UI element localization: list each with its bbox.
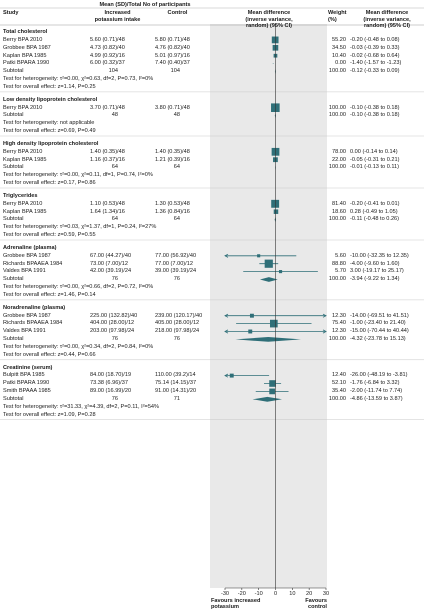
- study-ci: -1.00 (-23.40 to 21.40): [350, 320, 406, 327]
- study-weight: 88.80: [332, 260, 346, 267]
- weight-square: [274, 209, 279, 214]
- heterogeneity-test: Test for heterogeneity: τ²=31.33, χ²=4.39, df=2, P=0.11, I²=54%: [3, 404, 160, 410]
- heterogeneity-test: Test for heterogeneity: τ²=0.00, χ²=0.11, df=1, P=0.74, I²=0%: [3, 172, 153, 179]
- subtotal-increased-n: 64: [111, 216, 118, 223]
- subtotal-label: Subtotal: [3, 164, 24, 171]
- subtotal-ci: -4.32 (-23.78 to 15.13): [350, 336, 406, 343]
- study-weight: 100.00: [328, 104, 346, 111]
- study-increased-value: 225.00 (132.82)/40: [90, 312, 138, 319]
- subtotal-control-n: 104: [170, 68, 180, 75]
- subtotal-weight: 100.00: [328, 216, 346, 223]
- study-control-value: 239.00 (120.17)/40: [155, 312, 203, 319]
- study-ci: -0.10 (-0.38 to 0.18): [350, 104, 400, 111]
- study-increased-value: 1.40 (0.35)/48: [90, 148, 125, 155]
- study-ci: -0.05 (-0.31 to 0.21): [350, 156, 400, 163]
- study-ci: -1.76 (-6.84 to 3.32): [350, 380, 400, 387]
- subtotal-label: Subtotal: [3, 68, 24, 75]
- group-title: Low density lipoprotein cholesterol: [3, 96, 98, 103]
- weight-square: [257, 254, 260, 257]
- study-weight: 12.40: [332, 372, 346, 379]
- subtotal-increased-n: 104: [108, 68, 118, 75]
- study-control-value: 39.00 (39.19)/24: [155, 268, 197, 275]
- weight-square: [269, 389, 275, 395]
- group-title: Creatinine (serum): [3, 364, 53, 371]
- header-increased: Increased potassium intake: [94, 10, 141, 23]
- study-increased-value: 1.64 (1.34)/16: [90, 208, 125, 215]
- study-ci: -15.00 (-70.44 to 40.44): [350, 328, 409, 335]
- subtotal-label: Subtotal: [3, 396, 24, 403]
- heterogeneity-test: Test for heterogeneity: τ²=0.00, χ²=0.63, df=2, P=0.73, I²=0%: [3, 76, 154, 83]
- study-control-value: 110.00 (39.2)/14: [155, 372, 196, 379]
- study-name: Berry BPA 2010: [3, 36, 43, 43]
- heterogeneity-test: Test for heterogeneity: not applicable: [3, 120, 95, 127]
- study-name: Kaplan BPA 1985: [3, 52, 47, 59]
- study-ci: -0.03 (-0.39 to 0.33): [350, 44, 400, 51]
- study-control-value: 1.40 (0.35)/48: [155, 148, 190, 155]
- subtotal-control-n: 76: [173, 276, 180, 283]
- study-weight: 0.00: [335, 60, 346, 67]
- group-title: High density lipoprotein cholesterol: [3, 140, 99, 147]
- x-tick-label: 20: [306, 590, 313, 597]
- study-control-value: 77.00 (56.92)/40: [155, 252, 197, 259]
- study-name: Grobbee BPA 1987: [3, 312, 51, 319]
- subtotal-control-n: 48: [173, 112, 180, 119]
- subtotal-weight: 100.00: [328, 276, 346, 283]
- study-control-value: 5.01 (0.97)/16: [155, 52, 190, 59]
- study-increased-value: 42.00 (39.19)/24: [90, 268, 132, 275]
- subtotal-label: Subtotal: [3, 216, 24, 223]
- study-weight: 5.60: [335, 252, 346, 259]
- subtotal-ci: -4.86 (-13.59 to 3.87): [350, 396, 403, 403]
- study-ci: -0.20 (-0.48 to 0.08): [350, 36, 400, 43]
- study-weight: 35.40: [332, 388, 346, 395]
- x-tick-label: 30: [322, 590, 330, 597]
- study-control-value: 405.00 (28.00)/12: [155, 320, 200, 327]
- study-weight: 18.60: [332, 208, 346, 215]
- group-title: Noradrenaline (plasma): [3, 304, 66, 311]
- x-tick-label: -20: [237, 590, 246, 597]
- study-increased-value: 84.00 (18.70)/19: [90, 372, 132, 379]
- group-title: Total cholesterol: [3, 28, 48, 35]
- subtotal-increased-n: 76: [111, 336, 118, 343]
- study-name: Kaplan BPA 1985: [3, 208, 47, 215]
- study-weight: 52.10: [332, 380, 346, 387]
- study-weight: 10.40: [332, 52, 346, 59]
- heterogeneity-test: Test for heterogeneity: τ²=0.00, χ²=0.66, df=2, P=0.72, I²=0%: [3, 284, 154, 291]
- study-ci: 0.28 (-0.49 to 1.05): [350, 208, 398, 215]
- overall-effect-test: Test for overall effect: z=1.09, P=0.28: [3, 411, 96, 418]
- study-name: Valdes BPA 1991: [3, 268, 46, 275]
- header-study: Study: [3, 10, 19, 16]
- study-control-value: 5.80 (0.71)/48: [155, 36, 190, 43]
- subtotal-weight: 100.00: [328, 336, 346, 343]
- weight-square: [270, 320, 278, 328]
- weight-square: [269, 380, 276, 387]
- study-increased-value: 67.00 (44.27)/40: [90, 252, 132, 259]
- overall-effect-test: Test for overall effect: z=1.14, P=0.25: [3, 84, 96, 91]
- study-weight: 12.30: [332, 328, 346, 335]
- study-increased-value: 1.16 (0.37)/16: [90, 156, 125, 163]
- study-name: Valdes BPA 1991: [3, 328, 46, 335]
- subtotal-weight: 100.00: [328, 396, 346, 403]
- study-control-value: 4.76 (0.82)/40: [155, 44, 190, 51]
- subtotal-increased-n: 48: [111, 112, 118, 119]
- weight-square: [250, 314, 254, 318]
- study-increased-value: 4.99 (0.92)/16: [90, 52, 125, 59]
- study-name: Grobbee BPA 1987: [3, 44, 51, 51]
- subtotal-control-n: 71: [173, 396, 180, 403]
- subtotal-increased-n: 76: [111, 276, 118, 283]
- subtotal-label: Subtotal: [3, 276, 24, 283]
- subtotal-control-n: 64: [173, 216, 180, 223]
- subtotal-control-n: 76: [173, 336, 180, 343]
- study-increased-value: 73.38 (6.96)/37: [90, 380, 128, 387]
- subtotal-increased-n: 76: [111, 396, 118, 403]
- weight-square: [271, 200, 279, 208]
- weight-square: [279, 270, 282, 273]
- weight-square: [265, 260, 273, 268]
- subtotal-label: Subtotal: [3, 336, 24, 343]
- study-control-value: 218.00 (97.98)/24: [155, 328, 200, 335]
- favours-right-label: Favours control: [305, 598, 327, 611]
- subtotal-label: Subtotal: [3, 112, 24, 119]
- header-mean-difference-ci: Mean difference (inverse variance, random) (95% CI): [363, 10, 411, 30]
- study-name: Patki BPARA 1990: [3, 380, 50, 387]
- study-name: Berry BPA 2010: [3, 104, 43, 111]
- study-control-value: 1.36 (0.84)/16: [155, 208, 190, 215]
- overall-effect-test: Test for overall effect: z=1.46, P=0.14: [3, 292, 96, 299]
- study-ci: -2.00 (-11.74 to 7.74): [350, 388, 403, 395]
- study-weight: 55.20: [332, 36, 346, 43]
- study-increased-value: 4.73 (0.82)/40: [90, 44, 125, 51]
- plot-panel: [210, 24, 327, 588]
- study-control-value: 1.21 (0.39)/16: [155, 156, 190, 163]
- header-weight: Weight (%): [328, 10, 347, 23]
- x-tick-label: -30: [220, 590, 230, 597]
- study-name: Berry BPA 2010: [3, 148, 43, 155]
- subtotal-ci: -0.01 (-0.13 to 0.11): [350, 164, 400, 171]
- heterogeneity-test: Test for heterogeneity: τ²=0.03, χ²=1.37, df=1, P=0.24, I²=27%: [3, 224, 157, 231]
- subtotal-ci: -3.94 (-9.22 to 1.34): [350, 276, 400, 283]
- study-name: Grobbee BPA 1987: [3, 252, 51, 259]
- study-name: Kaplan BPA 1985: [3, 156, 47, 163]
- study-name: Bulpitt BPA 1985: [3, 372, 45, 379]
- overall-effect-test: Test for overall effect: z=0.17, P=0.86: [3, 180, 96, 187]
- study-control-value: 3.80 (0.71)/48: [155, 104, 190, 111]
- study-weight: 22.00: [332, 156, 346, 163]
- study-ci: -4.00 (-9.60 to 1.60): [350, 260, 400, 267]
- header-control: Control: [167, 10, 188, 16]
- study-ci: -10.00 (-32.35 to 12.35): [350, 252, 409, 259]
- x-tick-label: 10: [289, 590, 296, 597]
- study-control-value: 1.30 (0.53)/48: [155, 200, 190, 207]
- x-tick-label: -10: [254, 590, 263, 597]
- study-control-value: 75.14 (14.15)/37: [155, 380, 197, 387]
- study-increased-value: 203.00 (97.98)/24: [90, 328, 135, 335]
- header-mean-difference: Mean difference (inverse variance, random) (95% CI): [245, 10, 293, 30]
- weight-square: [272, 37, 279, 44]
- header-group: Mean (SD)/Total No of participants: [99, 2, 191, 8]
- study-weight: 5.70: [335, 268, 346, 275]
- study-increased-value: 6.00 (0.32)/37: [90, 60, 125, 67]
- subtotal-increased-n: 64: [111, 164, 118, 171]
- overall-effect-test: Test for overall effect: z=0.59, P=0.55: [3, 232, 96, 239]
- study-increased-value: 1.10 (0.53)/48: [90, 200, 125, 207]
- study-name: Richards BPAAEA 1984: [3, 260, 63, 267]
- study-name: Smith BPAAA 1985: [3, 388, 51, 395]
- group-title: Triglycerides: [3, 192, 38, 199]
- subtotal-ci: -0.12 (-0.33 to 0.09): [350, 68, 400, 75]
- subtotal-weight: 100.00: [328, 68, 346, 75]
- group-title: Adrenaline (plasma): [3, 244, 57, 251]
- study-ci: -0.02 (-0.68 to 0.64): [350, 52, 400, 59]
- heterogeneity-test: Test for heterogeneity: τ²=0.00, χ²=0.34, df=2, P=0.84, I²=0%: [3, 344, 154, 351]
- study-ci: -0.20 (-0.41 to 0.01): [350, 200, 400, 207]
- study-increased-value: 73.00 (7.00)/12: [90, 260, 128, 267]
- study-control-value: 77.00 (7.00)/12: [155, 260, 193, 267]
- overall-effect-test: Test for overall effect: z=0.44, P=0.66: [3, 352, 96, 358]
- study-increased-value: 404.00 (28.00)/12: [90, 320, 135, 327]
- study-name: Berry BPA 2010: [3, 200, 43, 207]
- overall-effect-test: Test for overall effect: z=0.69, P=0.49: [3, 128, 96, 135]
- weight-square: [248, 330, 252, 334]
- study-control-value: 7.40 (0.40)/37: [155, 60, 190, 67]
- weight-square: [230, 374, 234, 378]
- x-tick-label: 0: [273, 590, 278, 597]
- study-increased-value: 89.00 (16.99)/20: [90, 388, 132, 395]
- subtotal-weight: 100.00: [328, 112, 346, 119]
- study-name: Richards BPAAEA 1984: [3, 320, 63, 327]
- study-ci: 3.00 (-19.17 to 25.17): [350, 268, 404, 275]
- subtotal-weight: 100.00: [328, 164, 346, 171]
- study-increased-value: 3.70 (0.71)/48: [90, 104, 125, 111]
- study-name: Patki BPARA 1990: [3, 60, 50, 67]
- study-increased-value: 5.60 (0.71)/48: [90, 36, 125, 43]
- study-weight: 12.30: [332, 312, 346, 319]
- study-control-value: 91.00 (14.31)/20: [155, 388, 197, 395]
- subtotal-ci: -0.10 (-0.38 to 0.18): [350, 112, 400, 119]
- study-ci: -26.00 (-48.19 to -3.81): [350, 372, 408, 379]
- study-ci: -14.00 (-69.51 to 41.51): [350, 312, 409, 319]
- subtotal-ci: -0.11 (-0.48 to 0.26): [350, 216, 400, 223]
- study-weight: 34.50: [332, 44, 346, 51]
- favours-left-label: Favours increased potassium: [211, 598, 261, 611]
- study-ci: 0.00 (-0.14 to 0.14): [350, 148, 398, 155]
- study-weight: 75.40: [332, 320, 346, 327]
- study-ci: -1.40 (-1.57 to -1.23): [350, 60, 402, 67]
- study-weight: 81.40: [332, 200, 346, 207]
- subtotal-control-n: 64: [173, 164, 180, 171]
- study-weight: 78.00: [332, 148, 346, 155]
